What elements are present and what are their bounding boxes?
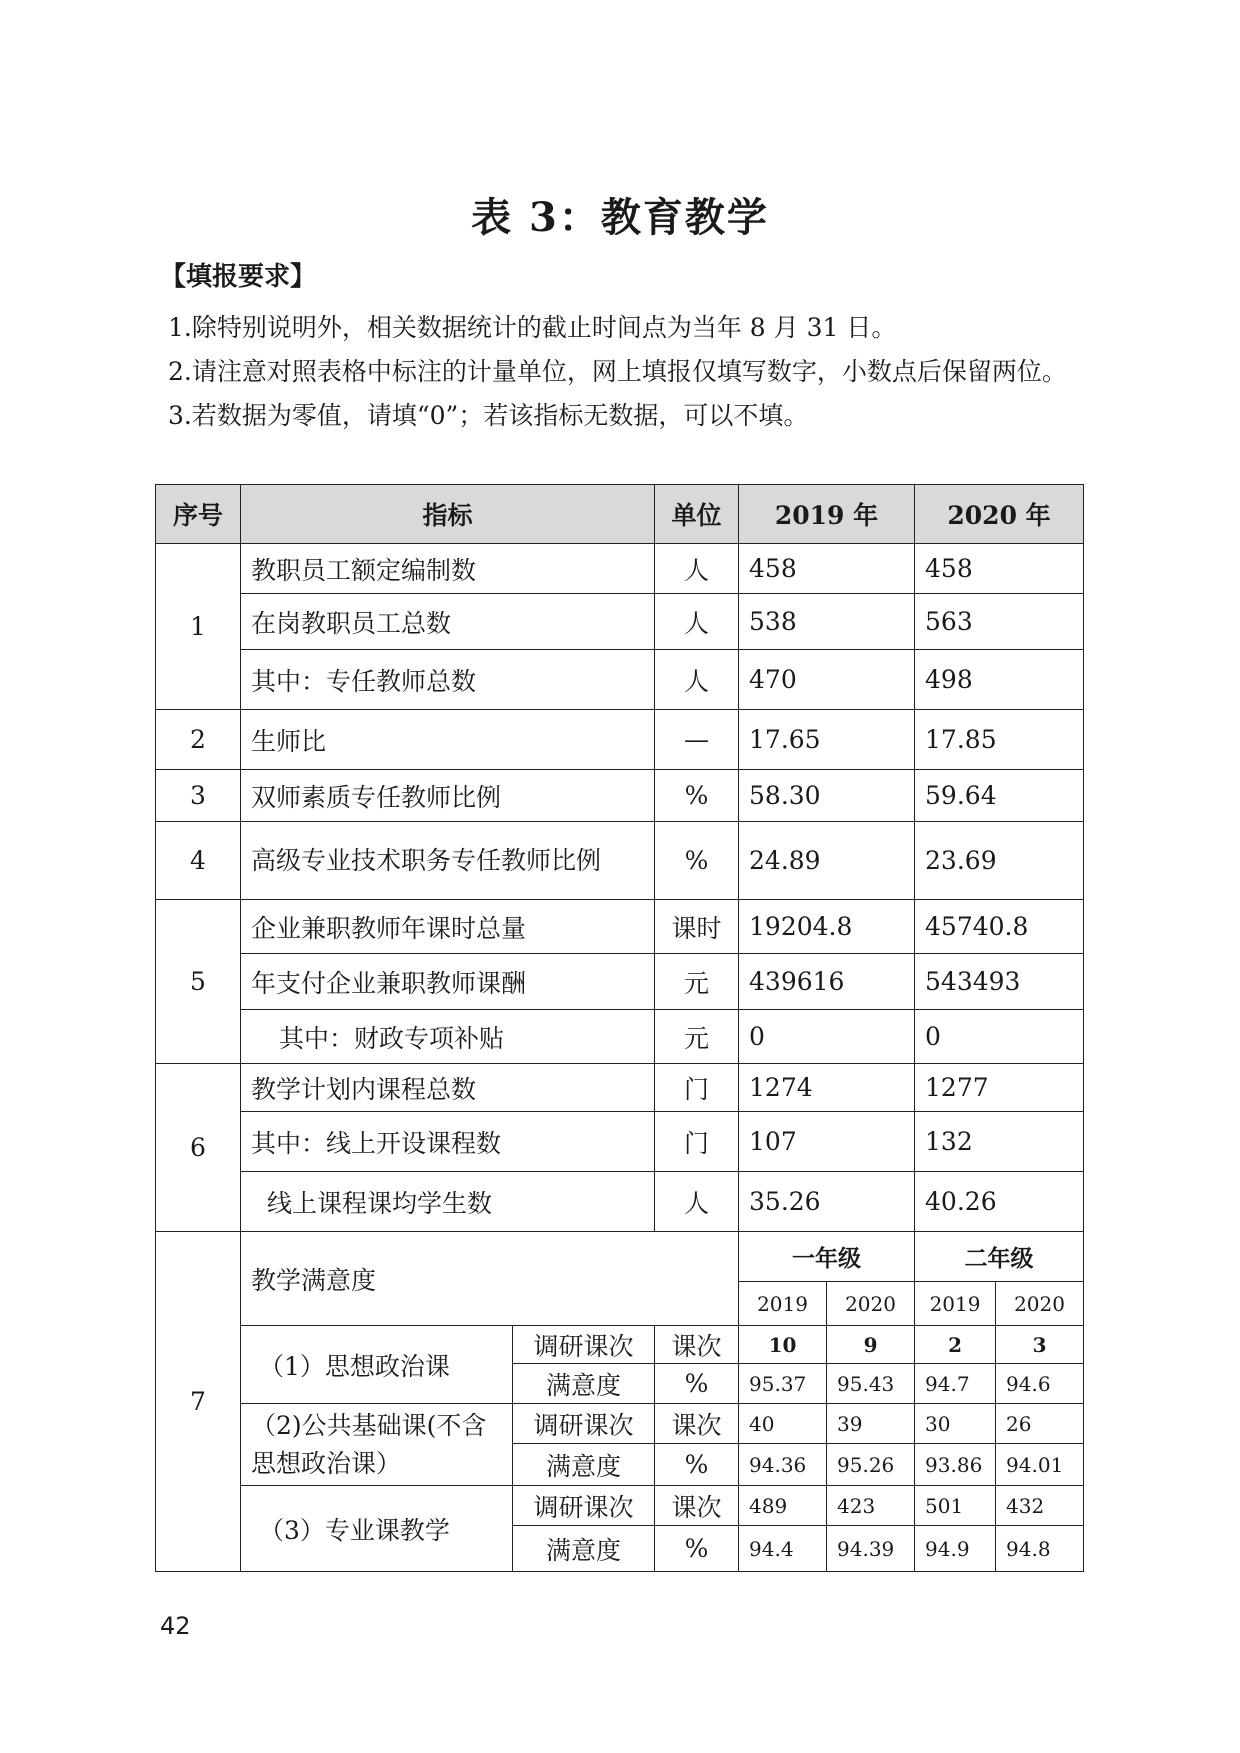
requirement-item: 2.请注意对照表格中标注的计量单位，网上填报仅填写数字，小数点后保留两位。	[168, 357, 1067, 386]
value-2019-cell: 17.65	[739, 710, 915, 770]
value-cell: 93.86	[915, 1444, 996, 1486]
table-row	[156, 1404, 1084, 1444]
value-cell: 9	[827, 1326, 915, 1364]
unit-cell: 课时	[655, 900, 739, 954]
unit-cell: 人	[655, 650, 739, 710]
value-2019-cell: 470	[739, 650, 915, 710]
unit-cell: %	[655, 1526, 739, 1572]
seq-cell: 6	[156, 1064, 241, 1232]
indicator-cell: 企业兼职教师年课时总量	[241, 900, 655, 954]
unit-cell: 门	[655, 1064, 739, 1112]
unit-cell: 元	[655, 1010, 739, 1064]
indicator-cell: 高级专业技术职务专任教师比例	[241, 822, 655, 900]
unit-cell: 课次	[655, 1404, 739, 1444]
requirement-item: 1.除特别说明外，相关数据统计的截止时间点为当年 8 月 31 日。	[168, 313, 897, 342]
value-2019-cell: 24.89	[739, 822, 915, 900]
value-2019-cell: 1274	[739, 1064, 915, 1112]
table-row	[156, 770, 1084, 822]
value-2019-cell: 35.26	[739, 1172, 915, 1232]
value-cell: 432	[996, 1486, 1084, 1526]
requirement-item: 3.若数据为零值，请填“0”；若该指标无数据，可以不填。	[168, 401, 809, 430]
value-cell: 94.39	[827, 1526, 915, 1572]
year-cell: 2020	[996, 1282, 1084, 1326]
indicator-cell: 教学计划内课程总数	[241, 1064, 655, 1112]
value-cell: 94.6	[996, 1364, 1084, 1404]
value-2019-cell: 439616	[739, 954, 915, 1010]
value-cell: 39	[827, 1404, 915, 1444]
year-cell: 2020	[827, 1282, 915, 1326]
value-cell: 95.43	[827, 1364, 915, 1404]
indicator-cell: 其中：线上开设课程数	[241, 1112, 655, 1172]
value-cell: 26	[996, 1404, 1084, 1444]
header-indicator: 指标	[241, 485, 655, 544]
year-cell: 2019	[915, 1282, 996, 1326]
header-seq: 序号	[156, 485, 241, 544]
unit-cell: 课次	[655, 1326, 739, 1364]
seq-cell: 7	[156, 1232, 241, 1572]
value-2020-cell: 543493	[915, 954, 1084, 1010]
value-cell: 94.8	[996, 1526, 1084, 1572]
value-2020-cell: 45740.8	[915, 900, 1084, 954]
seq-cell: 2	[156, 710, 241, 770]
value-2020-cell: 23.69	[915, 822, 1084, 900]
indicator-cell: 其中：财政专项补贴	[241, 1010, 655, 1064]
indicator-cell: 教职员工额定编制数	[241, 544, 655, 594]
value-cell: 95.26	[827, 1444, 915, 1486]
metric-label-cell: 满意度	[513, 1444, 655, 1486]
metric-label-cell: 调研课次	[513, 1404, 655, 1444]
metric-label-cell: 调研课次	[513, 1486, 655, 1526]
value-cell: 95.37	[739, 1364, 827, 1404]
header-unit: 单位	[655, 485, 739, 544]
indicator-cell: 教学满意度	[241, 1232, 739, 1326]
value-cell: 94.7	[915, 1364, 996, 1404]
value-2020-cell: 17.85	[915, 710, 1084, 770]
unit-cell: 课次	[655, 1486, 739, 1526]
metric-label-cell: 满意度	[513, 1526, 655, 1572]
value-cell: 501	[915, 1486, 996, 1526]
value-cell: 10	[739, 1326, 827, 1364]
seq-cell: 1	[156, 544, 241, 710]
value-2020-cell: 458	[915, 544, 1084, 594]
table-row	[156, 594, 1084, 650]
course-name-cell: （1）思想政治课	[241, 1326, 513, 1404]
unit-cell: %	[655, 770, 739, 822]
course-name-cell: （3）专业课教学	[241, 1486, 513, 1572]
course-name-cell: （2)公共基础课(不含思想政治课）	[241, 1404, 513, 1486]
year-cell: 2019	[739, 1282, 827, 1326]
value-cell: 3	[996, 1326, 1084, 1364]
unit-cell: %	[655, 1444, 739, 1486]
value-2019-cell: 19204.8	[739, 900, 915, 954]
requirements-heading: 【填报要求】	[160, 262, 317, 292]
value-2019-cell: 0	[739, 1010, 915, 1064]
value-cell: 30	[915, 1404, 996, 1444]
table-row	[156, 1486, 1084, 1526]
grade-1-header: 一年级	[739, 1232, 915, 1282]
unit-cell: %	[655, 822, 739, 900]
unit-cell: —	[655, 710, 739, 770]
metric-label-cell: 满意度	[513, 1364, 655, 1404]
value-cell: 40	[739, 1404, 827, 1444]
education-table	[155, 484, 1084, 1572]
unit-cell: 人	[655, 594, 739, 650]
seq-cell: 5	[156, 900, 241, 1064]
value-cell: 423	[827, 1486, 915, 1526]
table-row	[156, 822, 1084, 900]
value-2019-cell: 458	[739, 544, 915, 594]
table-row	[156, 1172, 1084, 1232]
table-row	[156, 1112, 1084, 1172]
page-title: 表 3：教育教学	[471, 194, 769, 241]
indicator-cell: 年支付企业兼职教师课酬	[241, 954, 655, 1010]
table-row	[156, 1064, 1084, 1112]
value-cell: 94.9	[915, 1526, 996, 1572]
value-2019-cell: 107	[739, 1112, 915, 1172]
value-cell: 94.01	[996, 1444, 1084, 1486]
value-2020-cell: 59.64	[915, 770, 1084, 822]
value-2019-cell: 538	[739, 594, 915, 650]
value-2020-cell: 1277	[915, 1064, 1084, 1112]
metric-label-cell: 调研课次	[513, 1326, 655, 1364]
table-row	[156, 544, 1084, 594]
unit-cell: %	[655, 1364, 739, 1404]
grade-2-header: 二年级	[915, 1232, 1084, 1282]
table-row	[156, 954, 1084, 1010]
value-2020-cell: 40.26	[915, 1172, 1084, 1232]
table-row	[156, 900, 1084, 954]
value-2019-cell: 58.30	[739, 770, 915, 822]
indicator-cell: 线上课程课均学生数	[241, 1172, 655, 1232]
unit-cell: 元	[655, 954, 739, 1010]
unit-cell: 人	[655, 1172, 739, 1232]
value-cell: 94.4	[739, 1526, 827, 1572]
value-2020-cell: 563	[915, 594, 1084, 650]
indicator-cell: 生师比	[241, 710, 655, 770]
table-row	[156, 1010, 1084, 1064]
indicator-cell: 其中：专任教师总数	[241, 650, 655, 710]
value-cell: 94.36	[739, 1444, 827, 1486]
value-2020-cell: 132	[915, 1112, 1084, 1172]
unit-cell: 人	[655, 544, 739, 594]
table-header-row	[156, 485, 1084, 544]
value-2020-cell: 0	[915, 1010, 1084, 1064]
value-cell: 2	[915, 1326, 996, 1364]
value-2020-cell: 498	[915, 650, 1084, 710]
seq-cell: 4	[156, 822, 241, 900]
table-row	[156, 710, 1084, 770]
header-2020: 2020 年	[915, 485, 1084, 544]
indicator-cell: 在岗教职员工总数	[241, 594, 655, 650]
requirements-notes	[168, 306, 1098, 438]
page-number: 42	[160, 1612, 191, 1640]
seq-cell: 3	[156, 770, 241, 822]
header-2019: 2019 年	[739, 485, 915, 544]
table-row	[156, 650, 1084, 710]
indicator-cell: 双师素质专任教师比例	[241, 770, 655, 822]
table-row	[156, 1232, 1084, 1282]
table-row	[156, 1326, 1084, 1364]
unit-cell: 门	[655, 1112, 739, 1172]
value-cell: 489	[739, 1486, 827, 1526]
